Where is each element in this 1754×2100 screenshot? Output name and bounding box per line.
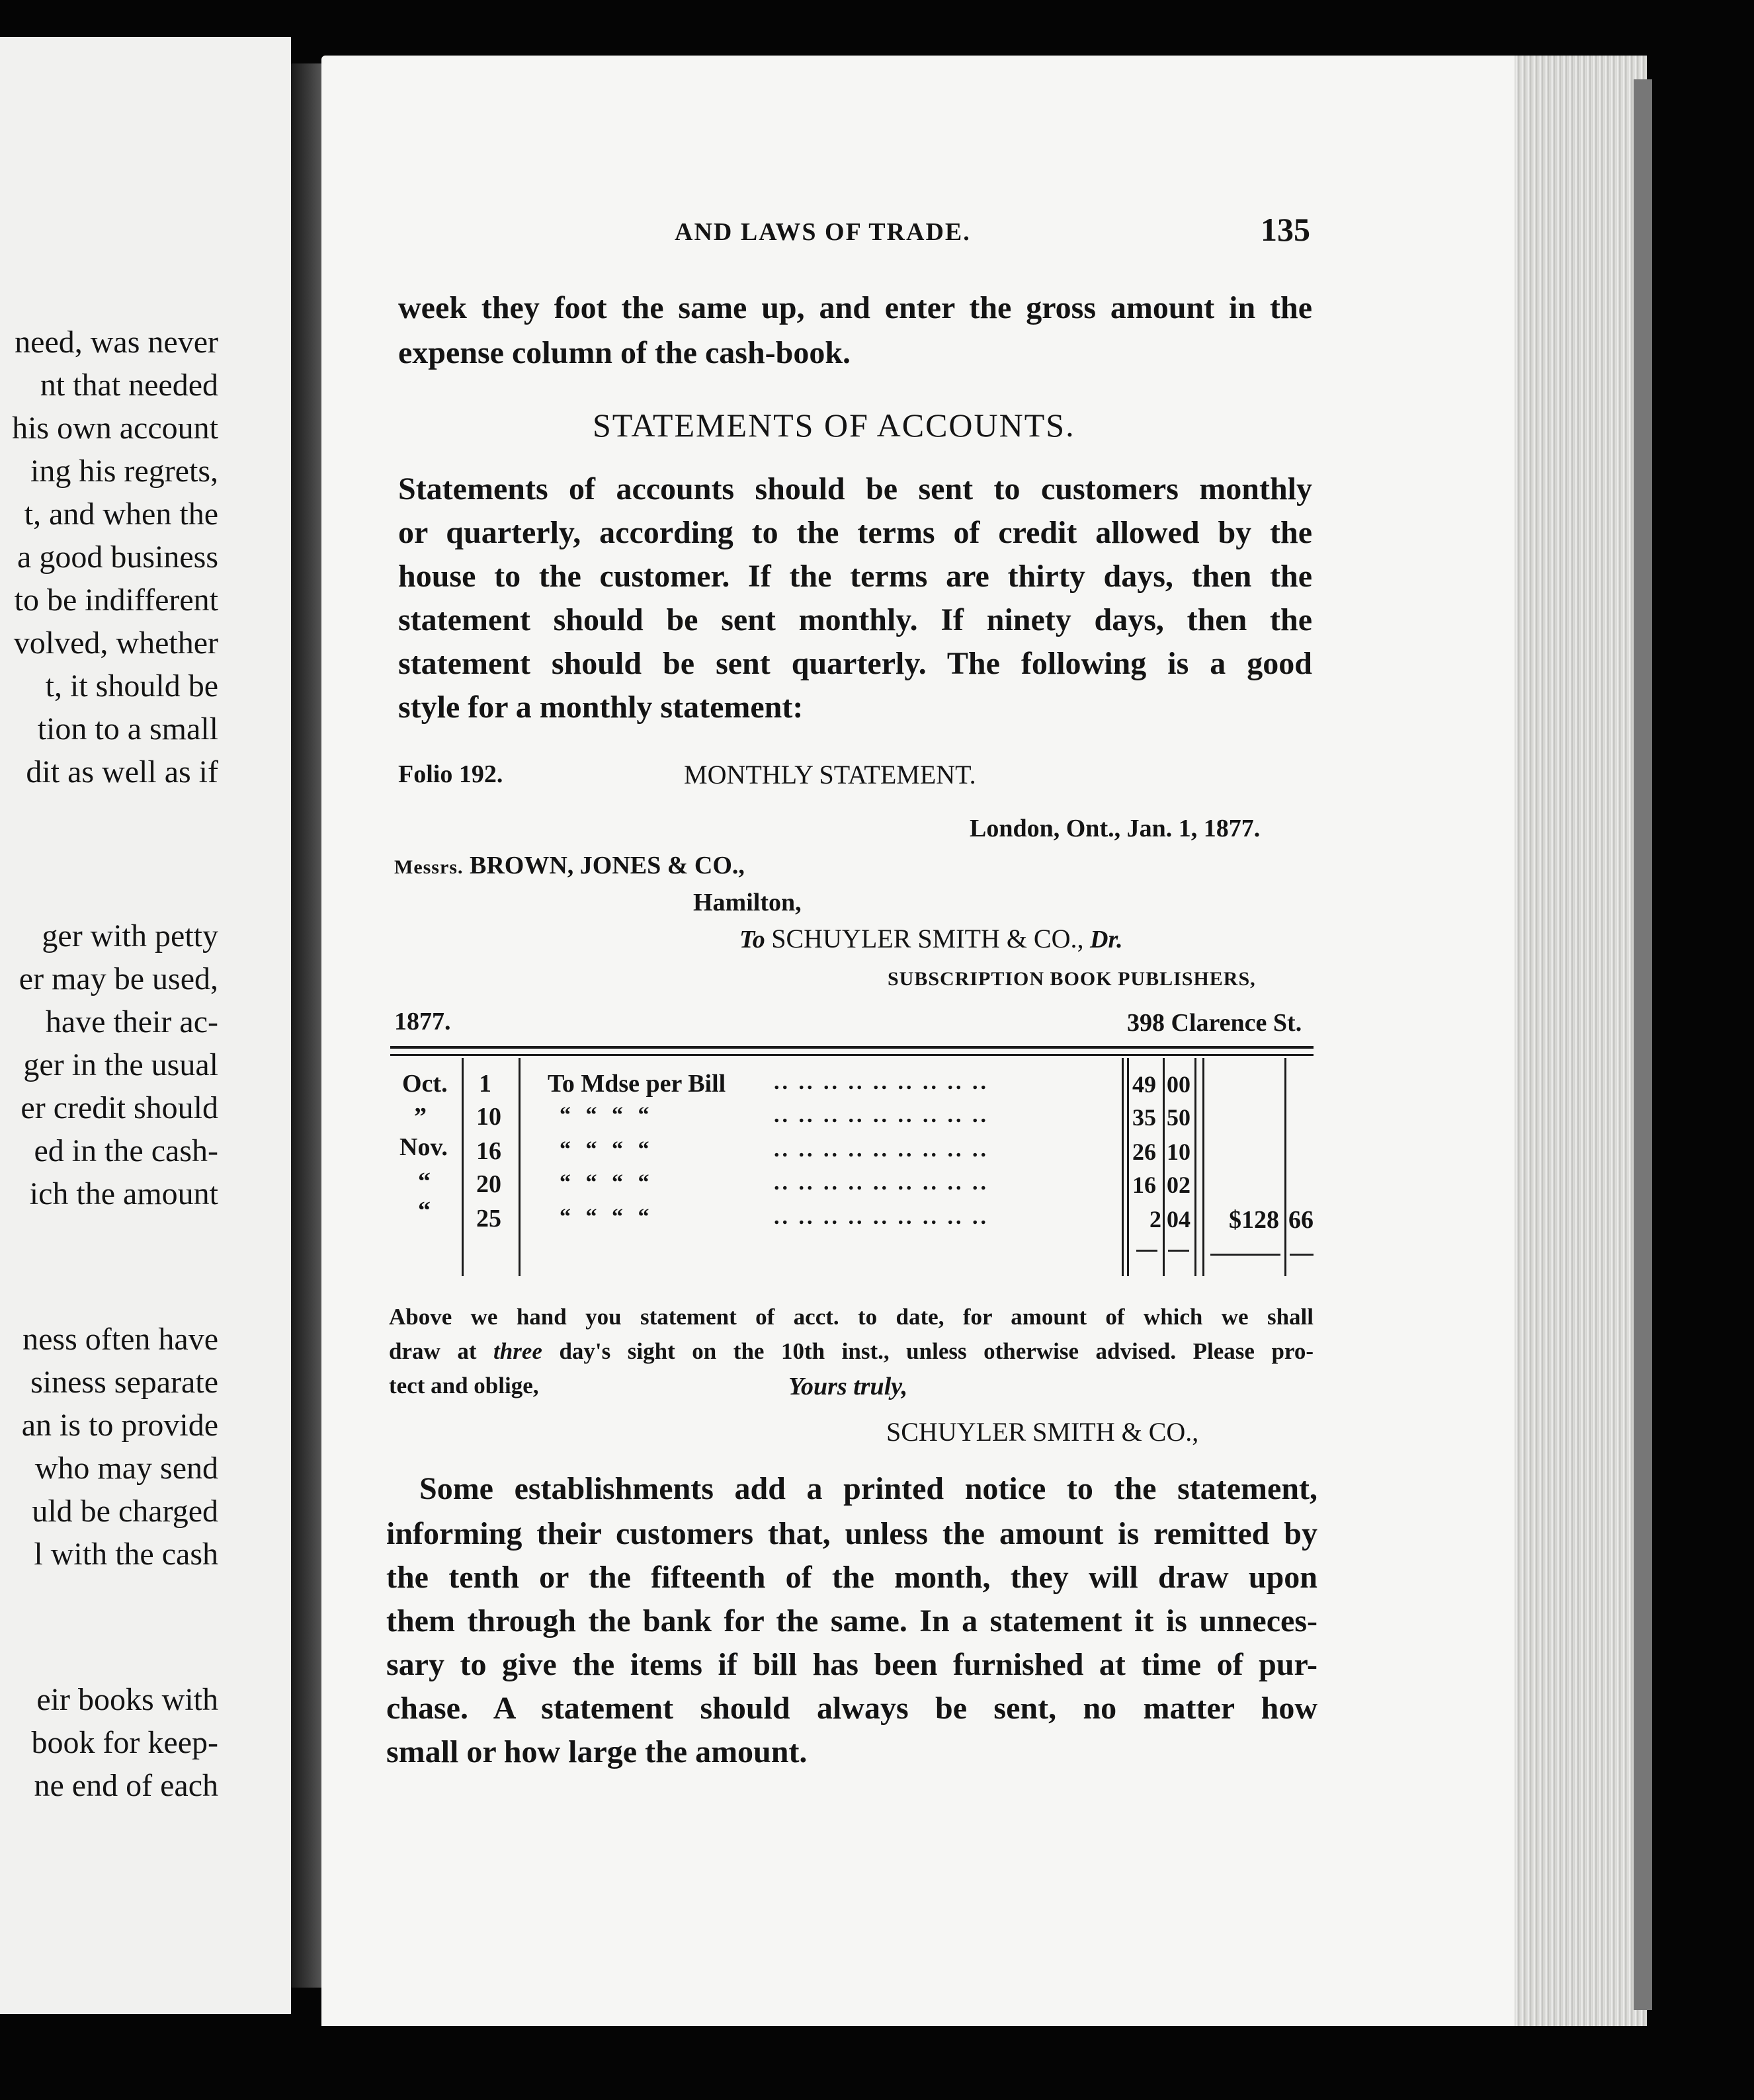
left-page-line: ger with petty <box>42 918 218 953</box>
row-day: 10 <box>476 1103 501 1131</box>
left-page-line: an is to provide <box>21 1408 218 1443</box>
statement-year: 1877. <box>394 1008 451 1035</box>
note-line: Above we hand you statement of acct. to date, for amount of which we shall <box>389 1304 1314 1330</box>
closing-paragraph-line: Some establishments add a printed notice to the statement, <box>419 1471 1317 1506</box>
closing-paragraph-line: informing their customers that, unless the amount is remitted by <box>386 1516 1317 1551</box>
column-rule <box>1202 1058 1204 1276</box>
footing-dash <box>1210 1254 1280 1256</box>
to-label: To <box>739 926 765 953</box>
intro-line: week they foot the same up, and enter the gross amount in the <box>398 290 1312 325</box>
paragraph-line: statement should be sent monthly. If ninety days, then the <box>398 602 1312 637</box>
ditto-marks: “ “ “ “ <box>560 1137 649 1162</box>
statement-title: MONTHLY STATEMENT. <box>684 760 976 789</box>
left-page-line: nt that needed <box>40 368 218 403</box>
paragraph-line: style for a monthly statement: <box>398 690 804 725</box>
row-dollars: 49 <box>1132 1071 1156 1098</box>
leader-dots: .. .. .. .. .. .. .. .. .. <box>774 1103 989 1127</box>
left-page <box>0 37 291 2014</box>
creditor-name: SCHUYLER SMITH & CO., <box>771 924 1084 953</box>
left-page-line: book for keep- <box>31 1725 218 1760</box>
column-rule <box>1163 1058 1165 1276</box>
row-dollars: 16 <box>1132 1172 1156 1198</box>
column-rule <box>1194 1058 1196 1276</box>
row-cents: 00 <box>1167 1071 1190 1098</box>
running-title: AND LAWS OF TRADE. <box>675 218 971 246</box>
left-page-line: who may send <box>34 1451 218 1486</box>
column-rule <box>462 1058 464 1276</box>
paragraph-line: house to the customer. If the terms are thirty days, then the <box>398 559 1312 594</box>
addressee-line <box>394 853 745 878</box>
page-number: 135 <box>1261 211 1310 248</box>
dr-label: Dr. <box>1090 926 1123 953</box>
row-cents: 04 <box>1167 1206 1190 1232</box>
left-page-line: have their ac- <box>45 1004 218 1039</box>
left-page-line: tion to a small <box>37 711 218 747</box>
row-dollars: 2 <box>1149 1206 1161 1232</box>
table-top-rule <box>390 1046 1314 1049</box>
row-month: “ <box>418 1168 431 1195</box>
left-page-line: t, it should be <box>45 668 218 704</box>
row-month: Oct. <box>402 1070 448 1098</box>
creditor-line <box>739 926 1123 952</box>
closing-salutation: Yours truly, <box>788 1373 908 1400</box>
page-edges-shadow <box>1634 79 1652 2010</box>
row-day: 16 <box>476 1137 501 1165</box>
left-page-line: ger in the usual <box>23 1047 218 1082</box>
column-rule <box>1284 1058 1286 1276</box>
ditto-marks: “ “ “ “ <box>560 1103 649 1127</box>
place-date: London, Ont., Jan. 1, 1877. <box>970 815 1261 842</box>
book-gutter <box>291 63 321 1988</box>
page-edges <box>1515 56 1647 2026</box>
left-page-line: ne end of each <box>34 1768 218 1803</box>
left-page-line: t, and when the <box>24 497 218 532</box>
section-title: STATEMENTS OF ACCOUNTS. <box>593 407 1075 444</box>
left-page-line: ing his regrets, <box>30 454 218 489</box>
addressee-name: BROWN, JONES & CO., <box>469 852 745 879</box>
row-day: 20 <box>476 1170 501 1198</box>
row-cents: 02 <box>1167 1172 1190 1198</box>
left-page-line: l with the cash <box>34 1537 218 1572</box>
row-cents: 50 <box>1167 1104 1190 1131</box>
left-page-line: dit as well as if <box>26 754 218 789</box>
paragraph-line: statement should be sent quarterly. The following is a good <box>398 646 1312 681</box>
left-page-line: ich the amount <box>29 1176 218 1211</box>
total-dollars: $128 <box>1229 1206 1279 1234</box>
left-page-line: siness separate <box>30 1365 218 1400</box>
left-page-line: ed in the cash- <box>34 1133 218 1168</box>
column-rule <box>519 1058 521 1276</box>
row-month: Nov. <box>399 1133 448 1161</box>
left-page-line: a good business <box>17 540 218 575</box>
creditor-address: 398 Clarence St. <box>1127 1009 1302 1037</box>
leader-dots: .. .. .. .. .. .. .. .. .. <box>774 1205 989 1229</box>
left-page-line: eir books with <box>36 1682 218 1717</box>
column-rule <box>1122 1058 1124 1276</box>
row-month: ” <box>414 1103 427 1131</box>
left-page-line: volved, whether <box>13 626 218 661</box>
left-page-line: er credit should <box>21 1090 218 1125</box>
signature: SCHUYLER SMITH & CO., <box>886 1417 1199 1447</box>
leader-dots: .. .. .. .. .. .. .. .. .. <box>774 1137 989 1162</box>
left-page-line: to be indifferent <box>14 583 218 618</box>
footing-dash <box>1136 1250 1157 1252</box>
paragraph-line: or quarterly, according to the terms of credit allowed by the <box>398 515 1312 550</box>
row-month: “ <box>418 1197 431 1225</box>
column-rule <box>1127 1058 1129 1276</box>
closing-paragraph-line: small or how large the amount. <box>386 1734 808 1769</box>
left-page-line: uld be charged <box>32 1494 218 1529</box>
paragraph-line: Statements of accounts should be sent to customers monthly <box>398 471 1312 506</box>
messrs-label: Messrs. <box>394 856 464 878</box>
row-day: 25 <box>476 1205 501 1232</box>
total-cents: 66 <box>1288 1206 1314 1234</box>
left-page-line: ness often have <box>22 1322 218 1357</box>
footing-dash <box>1290 1254 1314 1256</box>
closing-paragraph-line: them through the bank for the same. In a statement it is unneces- <box>386 1603 1317 1638</box>
left-page-line: his own account <box>12 411 218 446</box>
closing-paragraph-line: the tenth or the fifteenth of the month, they will draw upon <box>386 1560 1317 1595</box>
closing-paragraph-line: chase. A statement should always be sent, no matter how <box>386 1691 1317 1726</box>
folio-label: Folio 192. <box>398 760 503 788</box>
intro-line: expense column of the cash-book. <box>398 335 851 370</box>
addressee-city: Hamilton, <box>693 889 802 916</box>
leader-dots: .. .. .. .. .. .. .. .. .. <box>774 1070 989 1094</box>
row-dollars: 35 <box>1132 1104 1156 1131</box>
ditto-marks: “ “ “ “ <box>560 1170 649 1195</box>
row-dollars: 26 <box>1132 1139 1156 1165</box>
leader-dots: .. .. .. .. .. .. .. .. .. <box>774 1170 989 1195</box>
ditto-marks: “ “ “ “ <box>560 1205 649 1229</box>
row-cents: 10 <box>1167 1139 1190 1165</box>
note-line: draw at three day's sight on the 10th inst., unless otherwise advised. Please pro- <box>389 1338 1314 1364</box>
footing-dash <box>1168 1250 1189 1252</box>
row-day: 1 <box>479 1070 491 1098</box>
left-page-line: er may be used, <box>19 961 218 996</box>
table-top-rule-thin <box>390 1054 1314 1056</box>
left-page-line: need, was never <box>15 325 218 360</box>
note-line: tect and oblige, <box>389 1373 539 1398</box>
row-description: To Mdse per Bill <box>548 1070 726 1098</box>
closing-paragraph-line: sary to give the items if bill has been furnished at time of pur- <box>386 1647 1317 1682</box>
creditor-business: SUBSCRIPTION BOOK PUBLISHERS, <box>888 968 1256 990</box>
